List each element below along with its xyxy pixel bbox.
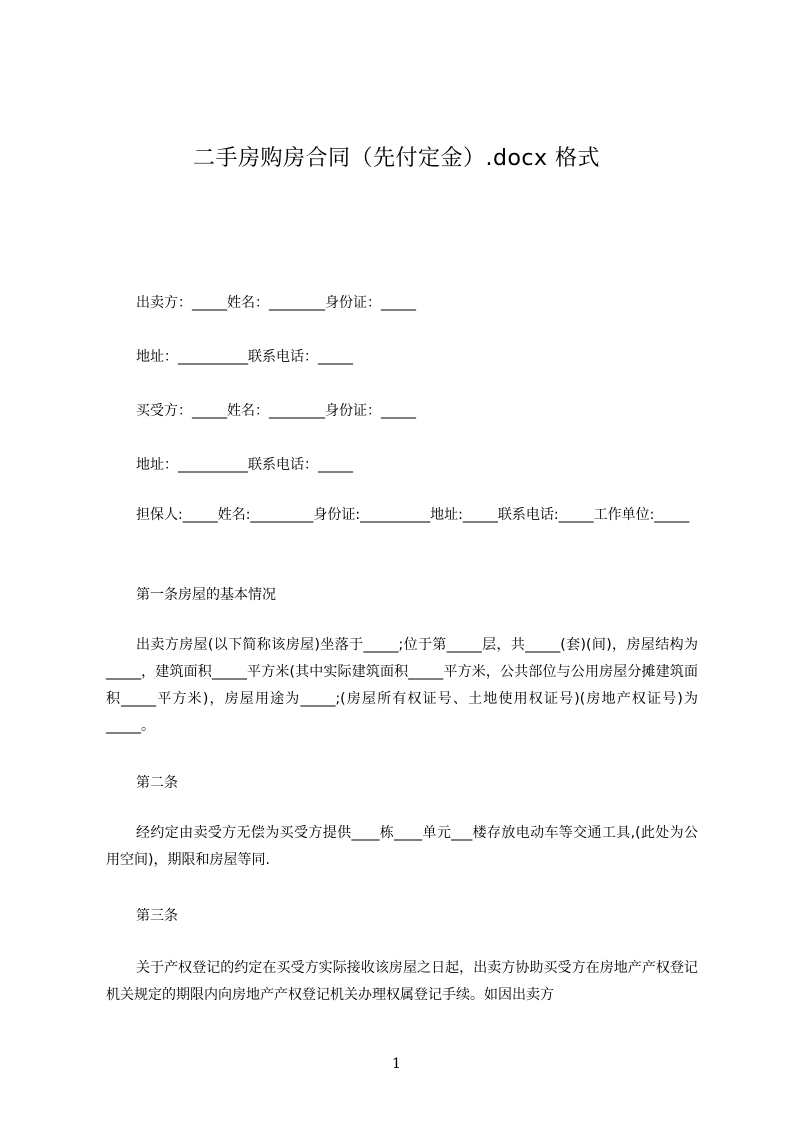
page-number: 1 [392,1056,401,1072]
article3-paragraph: 关于产权登记的约定在买受方实际接收该房屋之日起，出卖方协助买受方在房地产产权登记机关规定的期限内向房地产产权登记机关办理权属登记手续。如因出卖方 [106,960,698,1003]
article3-heading: 第三条 [136,908,178,924]
document-title: 二手房购房合同（先付定金）.docx 格式 [192,146,601,171]
article2-heading: 第二条 [136,775,178,791]
article1-heading: 第一条房屋的基本情况 [136,587,276,603]
seller-address-line: 地址：__________联系电话：_____ [136,349,353,365]
buyer-address-line: 地址：__________联系电话：_____ [136,457,353,473]
seller-line: 出卖方：_____姓名：________身份证：_____ [136,295,416,311]
guarantor-paragraph: 担保人:_____姓名:_________身份证:__________地址:_____联系电话:_____工作单位:_____ [136,507,690,523]
buyer-line: 买受方：_____姓名：________身份证：_____ [136,403,416,419]
article2-paragraph: 经约定由卖受方无偿为买受方提供____栋____单元___楼存放电动车等交通工具,(此处为公用空间)，期限和房屋等同. [106,825,698,868]
article1-paragraph: 出卖方房屋(以下简称该房屋)坐落于_____;位于第_____层，共_____(套)(间)，房屋结构为_____，建筑面积_____平方米(其中实际建筑面积_____平方米，公共部位与公用房屋分摊建筑面积_____平方米)，房屋用途为_____;(房屋所有权证号、土地使用权证号)(房地产权证号)为_____。 [106,637,698,734]
